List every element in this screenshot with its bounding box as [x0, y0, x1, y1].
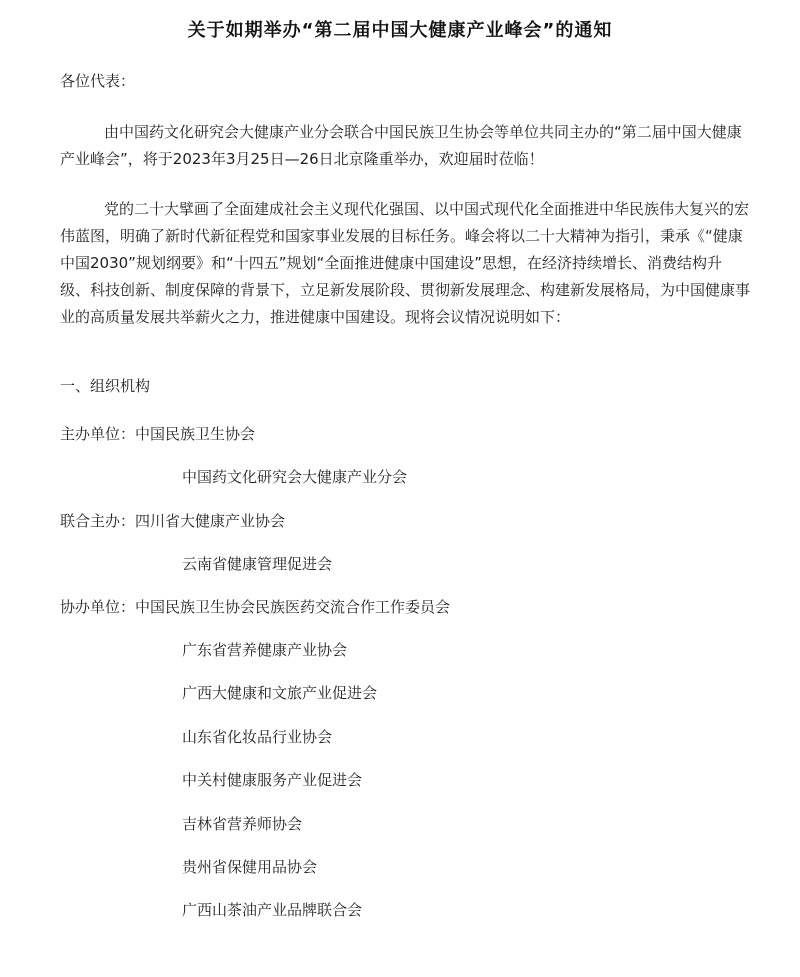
- intro-paragraph: 由中国药文化研究会大健康产业分会联合中国民族卫生协会等单位共同主办的“第二届中国大健康产业峰会”，将于2023年3月25日—26日北京隆重举办，欢迎届时莅临！: [60, 123, 742, 168]
- body-paragraph: 党的二十大擘画了全面建成社会主义现代化强国、以中国式现代化全面推进中华民族伟大复兴的宏伟蓝图，明确了新时代新征程党和国家事业发展的目标任务。峰会将以二十大精神为指引，秉承《“健康中国2030”规划纲要》和“十四五”规划“全面推进健康中国建设”思想，在经济持续增长、消费结构升级、科技创新、制度保障的背景下，立足新发展阶段、贯彻新发展理念、构建新发展格局，为中国健康事业的高质量发展共举薪火之力，推进健康中国建设。现将会议情况说明如下：: [60, 200, 751, 326]
- host-label: 主办单位：: [60, 425, 136, 443]
- coop-item: 贵州省保健用品协会: [182, 858, 318, 876]
- coop-item: 山东省化妆品行业协会: [182, 728, 333, 746]
- cohost-item: 四川省大健康产业协会: [135, 512, 286, 530]
- coop-row: [60, 596, 450, 618]
- host-item: 中国药文化研究会大健康产业分会: [182, 468, 408, 486]
- coop-item: 广西山茶油产业品牌联合会: [182, 901, 363, 919]
- host-item: 中国民族卫生协会: [135, 425, 256, 443]
- greeting: 各位代表：: [60, 72, 136, 90]
- coop-item: 吉林省营养师协会: [182, 815, 303, 833]
- host-row: [60, 423, 255, 445]
- coop-item: 广东省营养健康产业协会: [182, 641, 348, 659]
- document-title: 关于如期举办“第二届中国大健康产业峰会”的通知: [187, 20, 613, 41]
- coop-item: 广西大健康和文旅产业促进会: [182, 684, 378, 702]
- cohost-label: 联合主办：: [60, 512, 136, 530]
- cohost-row: [60, 510, 285, 532]
- coop-item: 中关村健康服务产业促进会: [182, 771, 363, 789]
- coop-item: 中国民族卫生协会民族医药交流合作工作委员会: [135, 598, 451, 616]
- section-heading: 一、组织机构: [60, 377, 151, 395]
- cohost-item: 云南省健康管理促进会: [182, 555, 333, 573]
- coop-label: 协办单位：: [60, 598, 136, 616]
